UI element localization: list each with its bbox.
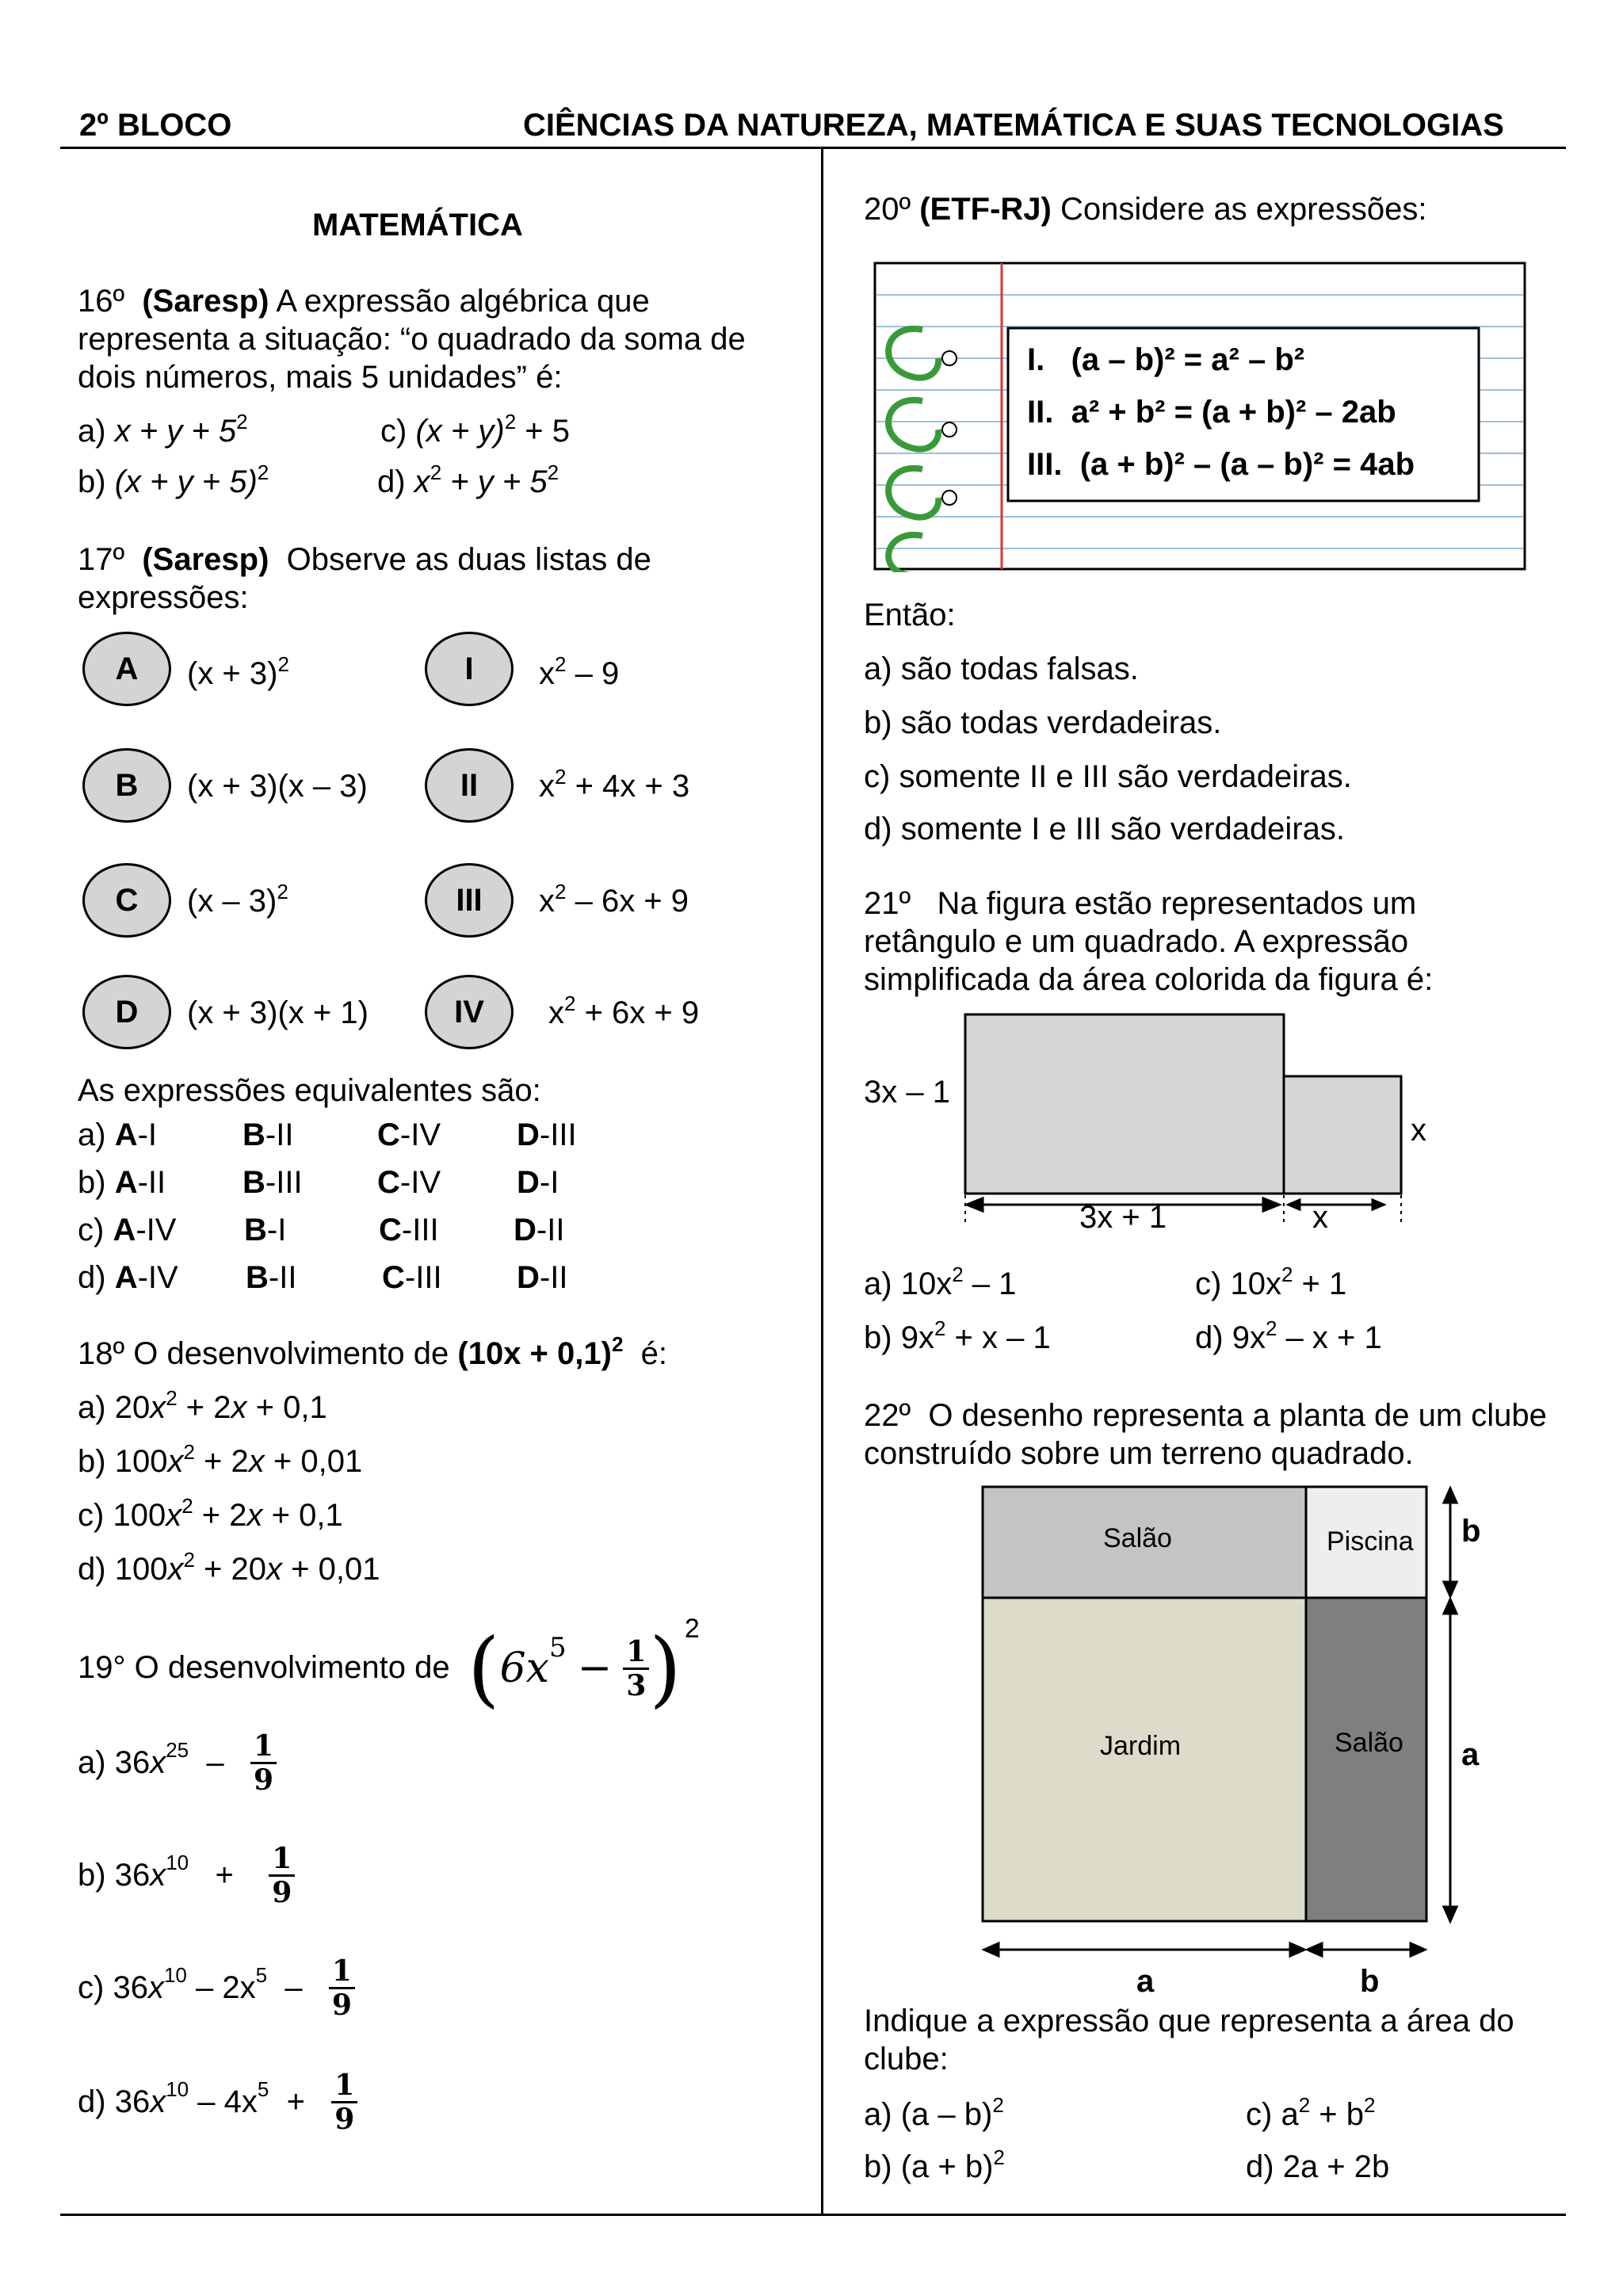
dim-b-horizontal: b <box>1360 1964 1380 1999</box>
q20-item-3: III. (a + b)² – (a – b)² = 4ab <box>1027 447 1415 482</box>
q17-b-C: C-IV <box>377 1165 441 1200</box>
q21-square-side-label: x <box>1411 1113 1426 1148</box>
q20-option-d: d) somente I e III são verdadeiras. <box>864 812 1345 846</box>
q16-option-d: d) $x^2 + y + 5^2$ <box>377 460 559 499</box>
square-shape <box>1284 1076 1401 1194</box>
q16-stem: 16º (Saresp) A expressão algébrica que representa a situação: “o quadrado da soma de dois números, mais 5 unidades” é: <box>78 284 746 395</box>
q20-item-1: I. (a – b)² = a² – b² <box>1027 342 1305 377</box>
q17-d-D: D-II <box>517 1260 568 1295</box>
q17-d-B: B-II <box>246 1260 297 1295</box>
piscina-label: Piscina <box>1327 1526 1414 1557</box>
header-rule <box>60 147 1566 149</box>
list-A-expr: $(x + 3)^2$ <box>187 652 289 691</box>
q17-b-B: B-III <box>242 1165 303 1200</box>
dim-b-vertical: b <box>1461 1514 1481 1549</box>
salao-top-label: Salão <box>1103 1523 1172 1553</box>
q19-stem: 19° O desenvolvimento de <box>78 1650 450 1685</box>
q22-prompt: Indique a expressão que representa a área do clube: <box>864 2004 1514 2076</box>
salao-right-label: Salão <box>1335 1728 1403 1758</box>
q20-option-b: b) são todas verdadeiras. <box>864 705 1222 740</box>
q22-option-c: c) $a^2 + b^2$ <box>1246 2093 1376 2132</box>
q20-option-c: c) somente II e III são verdadeiras. <box>864 759 1352 794</box>
q16-option-b: b) $(x + y + 5)^2$ <box>78 460 269 499</box>
q21-option-b: b) $9x^2 + x - 1$ <box>864 1316 1051 1355</box>
header-left: 2º BLOCO <box>79 108 232 143</box>
q21-stem: 21º Na figura estão representados um retângulo e um quadrado. A expressão simplificada da área colorida da figura é: <box>864 886 1434 997</box>
header-right: CIÊNCIAS DA NATUREZA, MATEMÁTICA E SUAS TECNOLOGIAS <box>523 108 1504 143</box>
circle-IV: IV <box>425 975 514 1049</box>
column-divider <box>821 147 823 2215</box>
q20-stem: 20º (ETF-RJ) Considere as expressões: <box>864 192 1427 227</box>
q22-stem: 22º O desenho representa a planta de um clube construído sobre um terreno quadrado. <box>864 1398 1547 1471</box>
q19-option-d: d) 36 x $^{10}$ – 4x $^5$ + $\frac{1}{9}$ <box>78 2064 357 2140</box>
q18-option-c: c) $100x^2 + 2x + 0,1$ <box>78 1494 343 1533</box>
q18-option-a: a) $20x^2 + 2x + 0,1$ <box>78 1386 327 1425</box>
q20-then: Então: <box>864 598 956 632</box>
circle-B: B <box>82 748 171 823</box>
q17-a-C: C-IV <box>377 1117 441 1152</box>
list-B-expr: (x + 3)(x – 3) <box>187 769 368 804</box>
q17-a-D: D-III <box>517 1117 577 1152</box>
list-III-expr: $x^2 - 6x + 9$ <box>539 880 689 919</box>
q20-option-a: a) são todas falsas. <box>864 651 1139 686</box>
salao-right-area <box>1306 1598 1426 1921</box>
list-D-expr: (x + 3)(x + 1) <box>187 995 369 1030</box>
q16-option-c: c) $(x + y)^2 + 5$ <box>380 410 570 449</box>
q21-option-c: c) $10x^2 + 1$ <box>1195 1263 1347 1301</box>
dim-a-vertical: a <box>1461 1737 1480 1772</box>
q21-square-width-label: x <box>1312 1200 1328 1235</box>
q16-option-a: a) $x + y + 5^2$ <box>78 410 248 449</box>
dim-a-horizontal: a <box>1136 1964 1155 1999</box>
q17-c-D: D-II <box>514 1213 565 1247</box>
q18-option-b: b) $100x^2 + 2x + 0,01$ <box>78 1440 363 1479</box>
q17-d-C: C-III <box>382 1260 442 1295</box>
q22-option-b: b) $(a + b)^2$ <box>864 2145 1005 2184</box>
list-II-expr: $x^2 + 4x + 3$ <box>539 765 690 804</box>
q21-figure <box>959 1008 1450 1246</box>
q21-option-d: d) $9x^2 - x + 1$ <box>1195 1316 1382 1355</box>
rectangle-shape <box>965 1014 1284 1194</box>
q18-stem: 18º O desenvolvimento de $(10x + 0,1)^2$ é: <box>78 1332 668 1371</box>
jardim-label: Jardim <box>1100 1731 1182 1761</box>
circle-A: A <box>82 632 171 706</box>
q22-option-a: a) (a – b)$^2$ <box>864 2093 1004 2132</box>
q17-stem: 17º (Saresp) Observe as duas listas de expressões: <box>78 542 651 615</box>
q17-option-b: b) A-II <box>78 1165 166 1200</box>
list-I-expr: $x^2 - 9$ <box>539 652 620 691</box>
list-IV-expr: $x^2 + 6x + 9$ <box>548 991 700 1030</box>
q20-item-2: II. a² + b² = (a + b)² – 2ab <box>1027 395 1396 430</box>
q17-b-D: D-I <box>517 1165 559 1200</box>
footer-rule <box>60 2214 1566 2216</box>
q19-option-c: c) 36 x $^{10}$ – 2x $^5$ – $\frac{1}{9}$ <box>78 1950 355 2026</box>
q17-option-d: d) A-IV <box>78 1260 178 1295</box>
q17-option-a: a) A-I <box>78 1117 158 1152</box>
circle-I: I <box>425 632 514 706</box>
q17-c-B: B-I <box>244 1213 287 1247</box>
q18-option-d: d) $100x^2 + 20x + 0,01$ <box>78 1548 380 1587</box>
q19-option-b: b) 36 x $^{10}$ + $\frac{1}{9}$ <box>78 1837 295 1913</box>
circle-III: III <box>425 863 514 938</box>
q17-c-C: C-III <box>379 1213 439 1247</box>
q21-width-label: 3x + 1 <box>1079 1200 1167 1235</box>
list-C-expr: (x – 3)$^2$ <box>187 880 288 919</box>
subject-title: MATEMÁTICA <box>312 208 523 243</box>
circle-D: D <box>82 975 171 1049</box>
q17-prompt: As expressões equivalentes são: <box>78 1073 541 1108</box>
circle-II: II <box>425 748 514 823</box>
circle-C: C <box>82 863 171 938</box>
q19-option-a: a) 36 x $^{25}$ – $\frac{1}{9}$ <box>78 1725 277 1801</box>
q17-option-c: c) A-IV <box>78 1213 177 1247</box>
q21-height-label: 3x – 1 <box>864 1075 950 1110</box>
q17-a-B: B-II <box>242 1117 294 1152</box>
q21-option-a: a) $10x^2 - 1$ <box>864 1263 1017 1301</box>
q22-option-d: d) 2a + 2b <box>1246 2149 1390 2184</box>
q19-expression: ( 6x 5 − $\frac{1}{3}$ ) 2 <box>468 1613 700 1717</box>
